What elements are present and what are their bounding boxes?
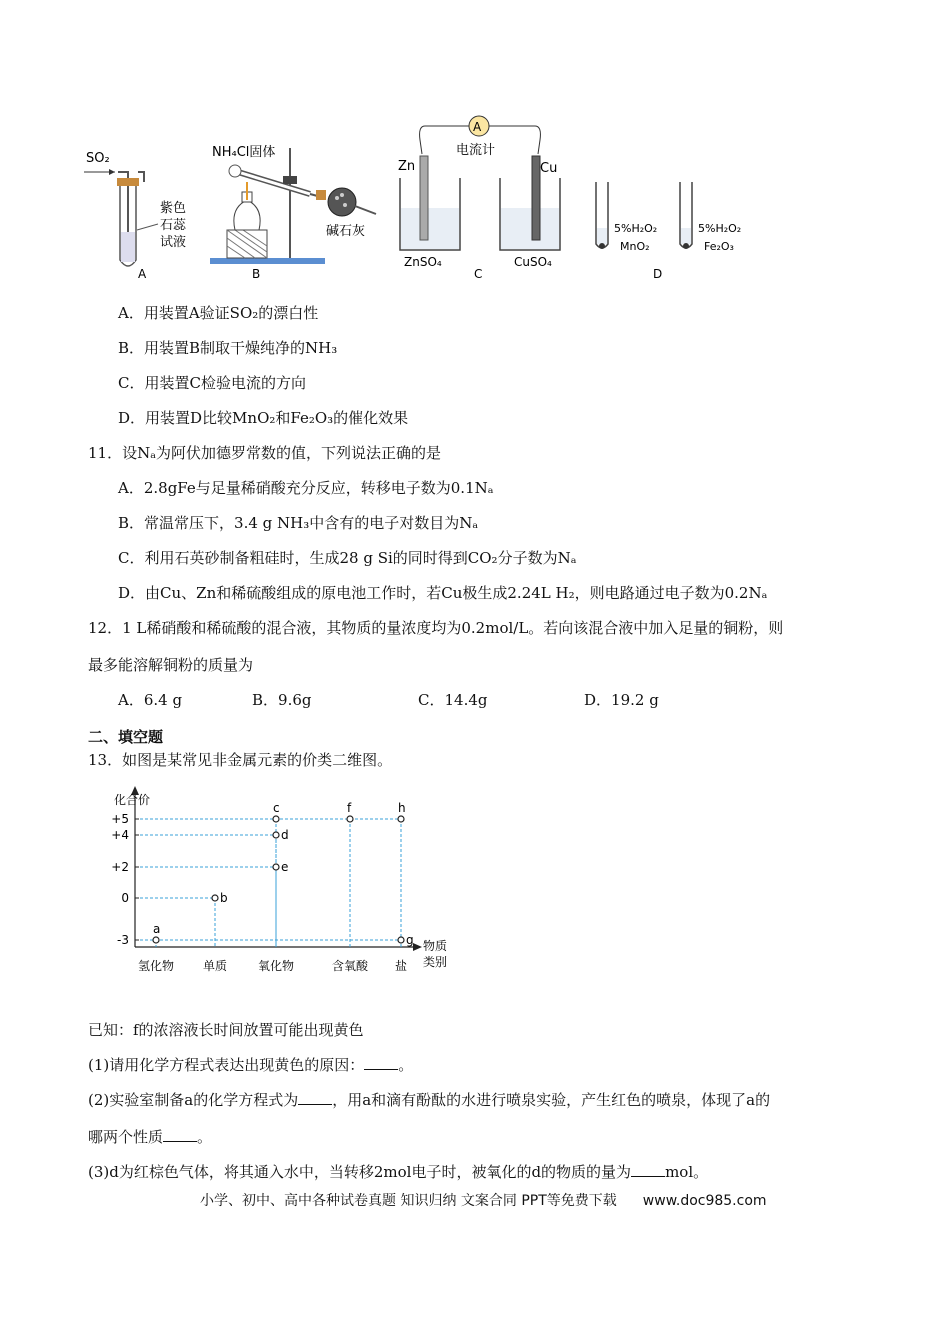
q13-sub2-text-2: ，用a和滴有酚酞的水进行喷泉实验，产生红色的喷泉，体现了a的: [332, 1091, 771, 1109]
answer-blank[interactable]: [163, 1127, 197, 1142]
y-tick-label: -3: [117, 933, 129, 947]
apparatus-c-meter-label: A: [473, 120, 482, 134]
footer-text: 小学、初中、高中各种试卷真题 知识归纳 文案合同 PPT等免费下载: [200, 1193, 617, 1209]
point-g: [398, 937, 404, 943]
apparatus-c: [398, 116, 560, 281]
q13-sub3-end: mol。: [665, 1163, 709, 1181]
x-category-label: 氢化物: [137, 959, 175, 973]
apparatus-b-caption: B: [252, 267, 261, 281]
point-c: [273, 816, 279, 822]
apparatus-d-caption: D: [653, 267, 663, 281]
apparatus-b-top-label: NH₄Cl固体: [212, 145, 276, 160]
point-f: [347, 816, 353, 822]
point-e: [273, 864, 279, 870]
point-label-e: e: [281, 860, 289, 874]
apparatus-c-left-solution: ZnSO₄: [404, 255, 442, 269]
valence-chart: [110, 782, 470, 982]
q10-option-d: D．用装置D比较MnO₂和Fe₂O₃的催化效果: [118, 409, 409, 427]
q12-option-a: A．6.4 g: [118, 691, 183, 709]
q11-option-a: A．2.8gFe与足量稀硝酸充分反应，转移电子数为0.1Nₐ: [118, 479, 494, 497]
apparatus-a-liquid-label-3: 试液: [160, 235, 187, 250]
q13-sub2-cont: [88, 1127, 212, 1147]
point-label-d: d: [281, 828, 289, 842]
q12-option-c: C．14.4g: [418, 691, 488, 709]
answer-blank[interactable]: [298, 1090, 332, 1105]
q12-stem-line1: 12．1 L稀硝酸和稀硫酸的混合液，其物质的量浓度均为0.2mol/L。若向该混合液中加入足量的铜粉，则: [88, 619, 784, 637]
point-label-g: g: [406, 933, 414, 947]
x-axis-arrow: [413, 943, 422, 951]
apparatus-a-liquid-label-2: 石蕊: [160, 218, 187, 233]
section-heading: 二、填空题: [88, 728, 164, 746]
q13-sub1-end: 。: [398, 1056, 414, 1074]
apparatus-c-meter-text: 电流计: [456, 143, 496, 158]
apparatus-a-liquid-label-1: 紫色: [160, 201, 187, 216]
q13-stem: 13．如图是某常见非金属元素的价类二维图。: [88, 751, 393, 769]
apparatus-figure: [80, 110, 780, 285]
q13-known: 已知：f的浓溶液长时间放置可能出现黄色: [88, 1021, 364, 1039]
q13-sub2-text: (2)实验室制备a的化学方程式为: [88, 1091, 299, 1109]
q13-sub2: [88, 1090, 770, 1110]
apparatus-d-tube1-top: 5%H₂O₂: [614, 222, 658, 235]
apparatus-c-left-electrode: Zn: [398, 159, 416, 174]
point-label-b: b: [220, 891, 228, 905]
y-tick-label: +4: [111, 828, 129, 842]
apparatus-c-caption: C: [474, 267, 483, 281]
x-category-label: 氧化物: [257, 959, 295, 973]
point-label-h: h: [398, 801, 406, 815]
answer-blank[interactable]: [631, 1162, 665, 1177]
apparatus-a-caption: A: [138, 267, 147, 281]
point-label-f: f: [347, 801, 352, 815]
x-category-label: 含氧酸: [331, 959, 369, 973]
y-tick-label: +2: [111, 860, 129, 874]
footer: [200, 1190, 767, 1210]
apparatus-d: [596, 182, 741, 281]
q11-option-d: D．由Cu、Zn和稀硫酸组成的原电池工作时，若Cu极生成2.24L H₂，则电路通过电子数为0.2Nₐ: [118, 584, 768, 602]
apparatus-b: [210, 144, 376, 281]
y-tick-label: +5: [111, 812, 129, 826]
q11-stem: 11．设Nₐ为阿伏加德罗常数的值，下列说法正确的是: [88, 444, 442, 462]
q13-sub2-text-3: 哪两个性质: [88, 1128, 164, 1146]
q10-option-b: B．用装置B制取干燥纯净的NH₃: [118, 339, 338, 357]
x-category-label: 盐: [394, 959, 408, 973]
apparatus-c-right-solution: CuSO₄: [514, 255, 552, 269]
q10-option-c: C．用装置C检验电流的方向: [118, 374, 306, 392]
y-tick-label: 0: [121, 891, 129, 905]
apparatus-d-tube2-bottom: Fe₂O₃: [704, 240, 734, 253]
q10-option-a: A．用装置A验证SO₂的漂白性: [118, 304, 319, 322]
x-axis-label: 物质类别: [423, 939, 448, 969]
q12-stem-line2: 最多能溶解铜粉的质量为: [88, 656, 254, 674]
point-label-c: c: [273, 801, 280, 815]
point-b: [212, 895, 218, 901]
answer-blank[interactable]: [364, 1055, 398, 1070]
apparatus-d-tube2-top: 5%H₂O₂: [698, 222, 742, 235]
apparatus-a: [84, 151, 187, 281]
q13-sub3-text: (3)d为红棕色气体，将其通入水中，当转移2mol电子时，被氧化的d的物质的量为: [88, 1163, 632, 1181]
apparatus-b-side-label: 碱石灰: [326, 224, 366, 239]
q13-sub1-text: (1)请用化学方程式表达出现黄色的原因：: [88, 1056, 365, 1074]
footer-link[interactable]: www.doc985.com: [642, 1193, 767, 1209]
y-axis-label: 化合价: [114, 793, 151, 807]
q13-sub3: [88, 1162, 708, 1182]
point-d: [273, 832, 279, 838]
apparatus-a-gas-label: SO₂: [86, 151, 110, 166]
point-label-a: a: [153, 922, 161, 936]
point-h: [398, 816, 404, 822]
q13-sub1: [88, 1055, 413, 1075]
q11-option-b: B．常温常压下，3.4 g NH₃中含有的电子对数目为Nₐ: [118, 514, 479, 532]
point-a: [153, 937, 159, 943]
apparatus-c-right-electrode: Cu: [540, 161, 558, 176]
x-category-label: 单质: [202, 959, 228, 973]
q12-option-d: D．19.2 g: [584, 691, 659, 709]
q11-option-c: C．利用石英砂制备粗硅时，生成28 g Si的同时得到CO₂分子数为Nₐ: [118, 549, 577, 567]
q13-sub2-end: 。: [197, 1128, 213, 1146]
q12-option-b: B．9.6g: [252, 691, 312, 709]
apparatus-d-tube1-bottom: MnO₂: [620, 240, 650, 253]
